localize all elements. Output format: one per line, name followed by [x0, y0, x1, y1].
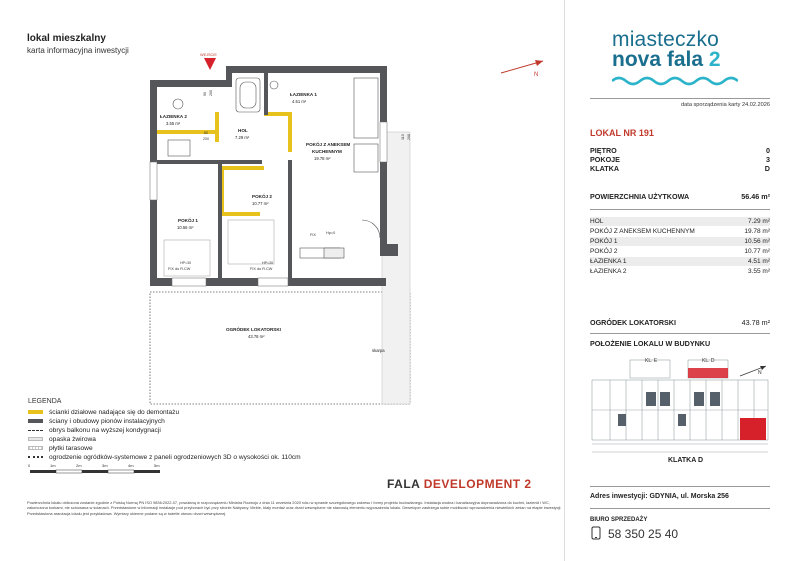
developer-name-part2: DEVELOPMENT 2	[423, 477, 532, 491]
divider	[590, 333, 770, 334]
room-name: ŁAZIENKA 2	[590, 268, 627, 275]
logo-line1: miasteczko	[612, 28, 720, 51]
phone-icon	[590, 526, 602, 540]
fixtures	[164, 78, 380, 276]
document-title: lokal mieszkalny	[27, 33, 106, 44]
room-label: POKÓJ Z ANEKSEM	[306, 142, 351, 147]
column-divider	[564, 0, 565, 561]
entrance-label: WEJŚCIE	[200, 53, 217, 57]
room-area-row	[590, 217, 770, 227]
kl-d-label: KL. D	[702, 358, 715, 364]
scale-tick-label: 5m	[154, 463, 160, 468]
room-area-label: 4.51 m²	[292, 99, 307, 104]
room-label: POKÓJ 2	[252, 194, 272, 199]
legend-text: opaska żwirowa	[49, 435, 96, 443]
compass-arrow-icon	[497, 55, 549, 79]
developer-logo	[387, 477, 532, 491]
legend-item	[28, 453, 301, 461]
ogrodek-label: OGRÓDEK LOKATORSKI	[590, 318, 676, 327]
logo-line2-number: 2	[708, 48, 721, 71]
skarpa-label: skarpa	[372, 348, 385, 353]
powierzchnia-label: POWIERZCHNIA UŻYTKOWA	[590, 192, 690, 201]
powierzchnia-row	[590, 192, 770, 201]
room-area-label: 3.55 m²	[166, 121, 181, 126]
dim-label: 200	[203, 137, 209, 141]
pietro-row	[590, 146, 770, 155]
room-name: ŁAZIENKA 1	[590, 258, 627, 265]
legend-text: ścianki działowe nadające się do demontażu	[49, 408, 180, 416]
divider	[590, 508, 770, 509]
klatka-label: KLATKA	[590, 164, 620, 173]
hp-label: HP=30	[262, 261, 274, 265]
hp-label: HP=30	[180, 261, 192, 265]
dim-label: 90	[203, 92, 207, 96]
floor-plan	[140, 52, 430, 412]
legend-swatch	[28, 446, 43, 450]
room-area-list	[590, 217, 770, 277]
scale-tick-label: 3m	[102, 463, 108, 468]
room-area: 3.55 m²	[747, 268, 770, 275]
room-area: 4.51 m²	[747, 258, 770, 265]
room-label: ŁAZIENKA 2	[160, 114, 187, 119]
dim-label: 110	[401, 134, 405, 140]
developer-name-part1: FALA	[387, 477, 420, 491]
klatka-label: KLATKA D	[668, 457, 703, 464]
legend-item	[28, 408, 179, 416]
divider	[590, 98, 770, 99]
garden-label: OGRÓDEK LOKATORSKI	[226, 327, 281, 332]
dim-label: 200	[209, 90, 213, 96]
room-label: KUCHENNYM	[312, 149, 342, 154]
structural-walls	[157, 73, 292, 278]
building-location-plan	[590, 352, 772, 468]
legend-item	[28, 417, 165, 425]
scale-tick-label: 2m	[76, 463, 82, 468]
sales-phone-link[interactable]: 58 350 25 40	[608, 527, 679, 541]
pokoje-label: POKOJE	[590, 155, 620, 164]
legend-text: ogrodzenie ogródków-systemowe z paneli ogrodzeniowych 3D o wysokości ok. 110cm	[49, 453, 301, 461]
legend-text: płytki tarasowe	[49, 444, 93, 452]
legend-swatch	[28, 410, 43, 414]
legend-swatch	[28, 430, 43, 431]
room-area: 10.56 m²	[744, 238, 770, 245]
scale-bar	[28, 462, 178, 476]
logo-line2	[590, 48, 770, 72]
logo-waves-icon	[612, 76, 738, 86]
date-label: data sporządzenia karty 24.02.2026	[681, 102, 770, 108]
room-area-row	[590, 257, 770, 267]
legend-text: obrys balkonu na wyższej kondygnacji	[49, 426, 161, 434]
divider	[590, 209, 770, 210]
highlighted-unit	[740, 418, 766, 440]
room-area-label: 10.56 m²	[177, 225, 194, 230]
room-area-row	[590, 267, 770, 277]
pietro-label: PIĘTRO	[590, 146, 617, 155]
legend-swatch	[28, 419, 43, 423]
ogrodek-value: 43.78 m²	[741, 318, 770, 327]
klatka-row	[590, 164, 770, 173]
scale-tick-label: 0	[28, 463, 31, 468]
legend-title: LEGENDA	[28, 398, 62, 405]
legend-item	[28, 444, 93, 452]
fix-label: FIX	[310, 233, 316, 237]
room-label: ŁAZIENKA 1	[290, 92, 317, 97]
klatka-value: D	[764, 164, 770, 173]
pietro-value: 0	[766, 146, 770, 155]
fix-label: FIX do R.CW	[250, 267, 273, 271]
dim-label: 208	[407, 134, 411, 140]
investment-address: Adres inwestycji: GDYNIA, ul. Morska 256	[590, 493, 729, 500]
brand-logo	[590, 28, 770, 72]
legend-swatch	[28, 456, 43, 458]
room-area: 10.77 m²	[744, 248, 770, 255]
room-area-label: 10.77 m²	[252, 201, 269, 206]
room-area-row	[590, 237, 770, 247]
hp-label: Hp=0	[326, 231, 336, 235]
polozenie-title: POŁOŻENIE LOKALU W BUDYNKU	[590, 339, 711, 348]
document-subtitle: karta informacyjna inwestycji	[27, 46, 129, 55]
mini-compass-label: N	[758, 370, 762, 376]
garden-area-label: 43.78 m²	[248, 334, 265, 339]
legend-swatch	[28, 437, 43, 441]
ogrodek-row	[590, 318, 770, 327]
room-label: HOL	[238, 128, 248, 133]
entrance-arrow-icon	[204, 58, 216, 70]
divider	[590, 486, 770, 487]
room-area-row	[590, 247, 770, 257]
garden-fence	[150, 292, 410, 404]
logo-line2-main: nova fala	[612, 48, 704, 71]
room-area: 19.78 m²	[744, 228, 770, 235]
lokal-number: LOKAL NR 191	[590, 128, 654, 138]
dim-label: 80	[204, 131, 208, 135]
fix-label: FIX do R.CW	[168, 267, 191, 271]
legend-text: ściany i obudowy pionów instalacyjnych	[49, 417, 165, 425]
room-name: POKÓJ 1	[590, 238, 618, 245]
disclaimer-text: Powierzchnia lokalu obliczona zostanie zgodnie z Polską Normą PN ISO 9836:2022-07, powołaną w rozporządzeniu Ministra Rozwoju z dnia 11 września 2020 roku w sprawie szczegółowego zakresu i formy projektu budowlanego. Instalacja wodna i kanalizacyjna doprowadzona do kuchni, łazienki i WC, zakończona korkami, nie schowana w ścianach. Przedstawione w informacji instalacje pod przyborach być przy stronie Nabywcy. Meble, biały montaż oraz drzwi wewnętrzne nie stanowią elementu wyposażenia lokalu. Deweloper zastrzega sobie możliwość wprowadzenia niewielkich zmian na etapie inwestycji. Przedstawiona aranżacja lokalu jest przykładowa. Wymiary okienne podane są w świetle otworu drzwi wewnętrznej.	[27, 500, 562, 516]
kl-e-label: KL. E	[645, 358, 658, 364]
scale-tick-label: 4m	[128, 463, 134, 468]
room-name: POKÓJ 2	[590, 248, 618, 255]
scale-tick-label: 1m	[50, 463, 56, 468]
room-area-label: 7.29 m²	[235, 135, 250, 140]
room-name: POKÓJ Z ANEKSEM KUCHENNYM	[590, 228, 695, 235]
powierzchnia-value: 56.46 m²	[741, 192, 770, 201]
room-area-row	[590, 227, 770, 237]
room-name: HOL	[590, 218, 604, 225]
compass-north-label: N	[534, 72, 539, 78]
legend-item	[28, 426, 161, 434]
pokoje-row	[590, 155, 770, 164]
room-area-label: 19.78 m²	[314, 156, 331, 161]
room-area: 7.29 m²	[747, 218, 770, 225]
legend-item	[28, 435, 96, 443]
sales-office-label: BIURO SPRZEDAŻY	[590, 517, 648, 523]
room-label: POKÓJ 1	[178, 218, 198, 223]
pokoje-value: 3	[766, 155, 770, 164]
